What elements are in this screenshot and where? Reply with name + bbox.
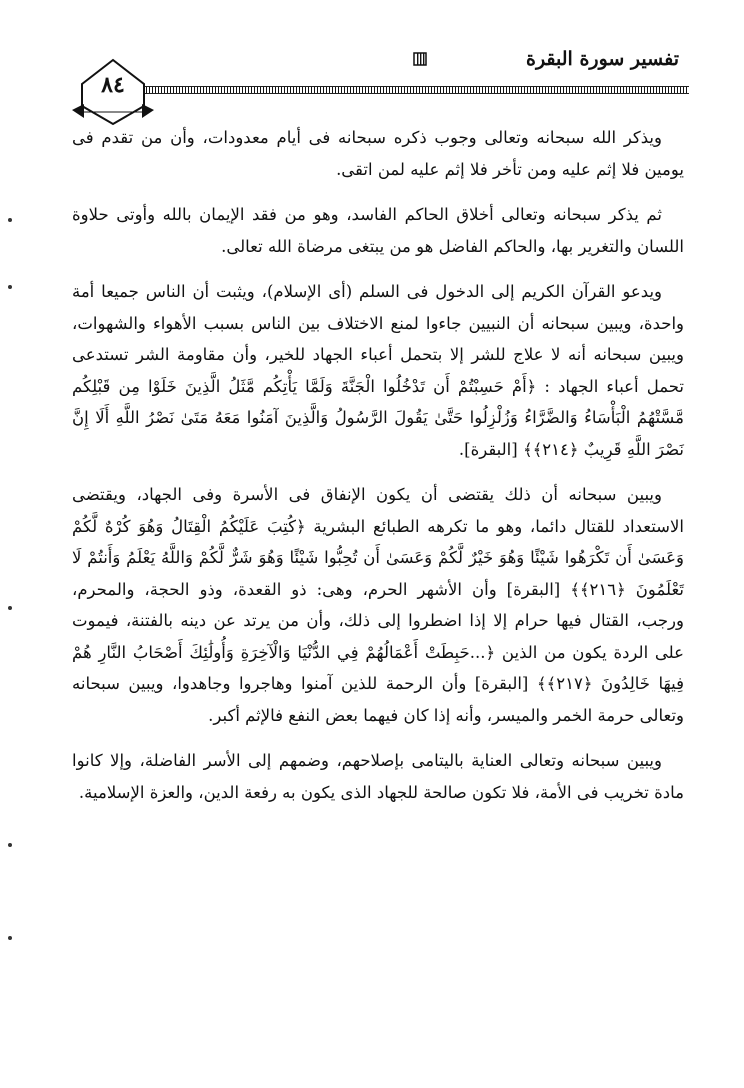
page-header xyxy=(70,40,689,120)
paragraph-3: ويدعو القرآن الكريم إلى الدخول فى السلم (أى الإسلام)، ويثبت أن الناس جميعا أمة واحدة، ويبين سبحانه أن النبيين جاءوا لمنع الاختلاف بين الناس بسبب الأهواء والشهوات، ويبين سبحانه أنه لا علاج للشر إلا بتحمل أعباء الجهاد للخير، وأن مقاومة الشر تستدعى تحمل أعباء الجهاد : ﴿أَمْ حَسِبْتُمْ أَن تَدْخُلُوا الْجَنَّةَ وَلَمَّا يَأْتِكُم مَّثَلُ الَّذِينَ خَلَوْا مِن قَبْلِكُم مَّسَّتْهُمُ الْبَأْسَاءُ وَالضَّرَّاءُ وَزُلْزِلُوا حَتَّىٰ يَقُولَ الرَّسُولُ وَالَّذِينَ آمَنُوا مَعَهُ مَتَىٰ نَصْرُ اللَّهِ أَلَا إِنَّ نَصْرَ اللَّهِ قَرِيبٌ ﴿٢١٤﴾﴾ [البقرة]. xyxy=(72,282,684,459)
paragraph-5: ويبين سبحانه وتعالى العناية باليتامى بإصلاحهم، وضمهم إلى الأسر الفاضلة، وإلا كانوا مادة تخريب فى الأمة، فلا تكون صالحة للجهاد الذى يكون به رفعة الدين، والعزة الإسلامية. xyxy=(72,751,684,802)
header-rule xyxy=(140,86,689,94)
running-title: تفسير سورة البقرة xyxy=(525,48,679,70)
page-body xyxy=(72,122,684,822)
ornament-icon xyxy=(413,52,427,66)
page-number: ٨٤ xyxy=(101,72,125,98)
margin-mark xyxy=(8,285,12,289)
paragraph-1: ويذكر الله سبحانه وتعالى وجوب ذكره سبحانه فى أيام معدودات، وأن من تقدم فى يومين فلا إثم عليه ومن تأخر فلا إثم عليه لمن اتقى. xyxy=(72,128,684,179)
margin-mark xyxy=(8,218,12,222)
paragraph-2: ثم يذكر سبحانه وتعالى أخلاق الحاكم الفاسد، وهو من فقد الإيمان بالله وأوتى حلاوة اللسان والتغرير بها، والحاكم الفاضل هو من يبتغى مرضاة الله تعالى. xyxy=(72,205,684,256)
paragraph-4: ويبين سبحانه أن ذلك يقتضى أن يكون الإنفاق فى الأسرة وفى الجهاد، ويقتضى الاستعداد للقتال دائما، وهو ما تكرهه الطبائع البشرية ﴿كُتِبَ عَلَيْكُمُ الْقِتَالُ وَهُوَ كُرْهٌ لَّكُمْ وَعَسَىٰ أَن تَكْرَهُوا شَيْئًا وَهُوَ خَيْرٌ لَّكُمْ وَعَسَىٰ أَن تُحِبُّوا شَيْئًا وَهُوَ شَرٌّ لَّكُمْ وَاللَّهُ يَعْلَمُ وَأَنتُمْ لَا تَعْلَمُونَ ﴿٢١٦﴾﴾ [البقرة] وأن الأشهر الحرم، وهى: ذو القعدة، وذو الحجة، والمحرم، ورجب، القتال فيها حرام إلا إذا اضطروا إلى ذلك، وأن من يرتد عن دينه بالفتنة، فيموت على الردة يكون من الذين ﴿...حَبِطَتْ أَعْمَالُهُمْ فِي الدُّنْيَا وَالْآخِرَةِ وَأُولَٰئِكَ أَصْحَابُ النَّارِ هُمْ فِيهَا خَالِدُونَ ﴿٢١٧﴾﴾ [البقرة] وأن الرحمة للذين آمنوا وهاجروا وجاهدوا، ويبين سبحانه وتعالى حرمة الخمر والميسر، وأنه إذا كان فيهما بعض النفع فالإثم أكبر. xyxy=(72,485,684,725)
page-number-badge xyxy=(70,54,156,130)
margin-mark xyxy=(8,936,12,940)
margin-mark xyxy=(8,606,12,610)
margin-mark xyxy=(8,843,12,847)
